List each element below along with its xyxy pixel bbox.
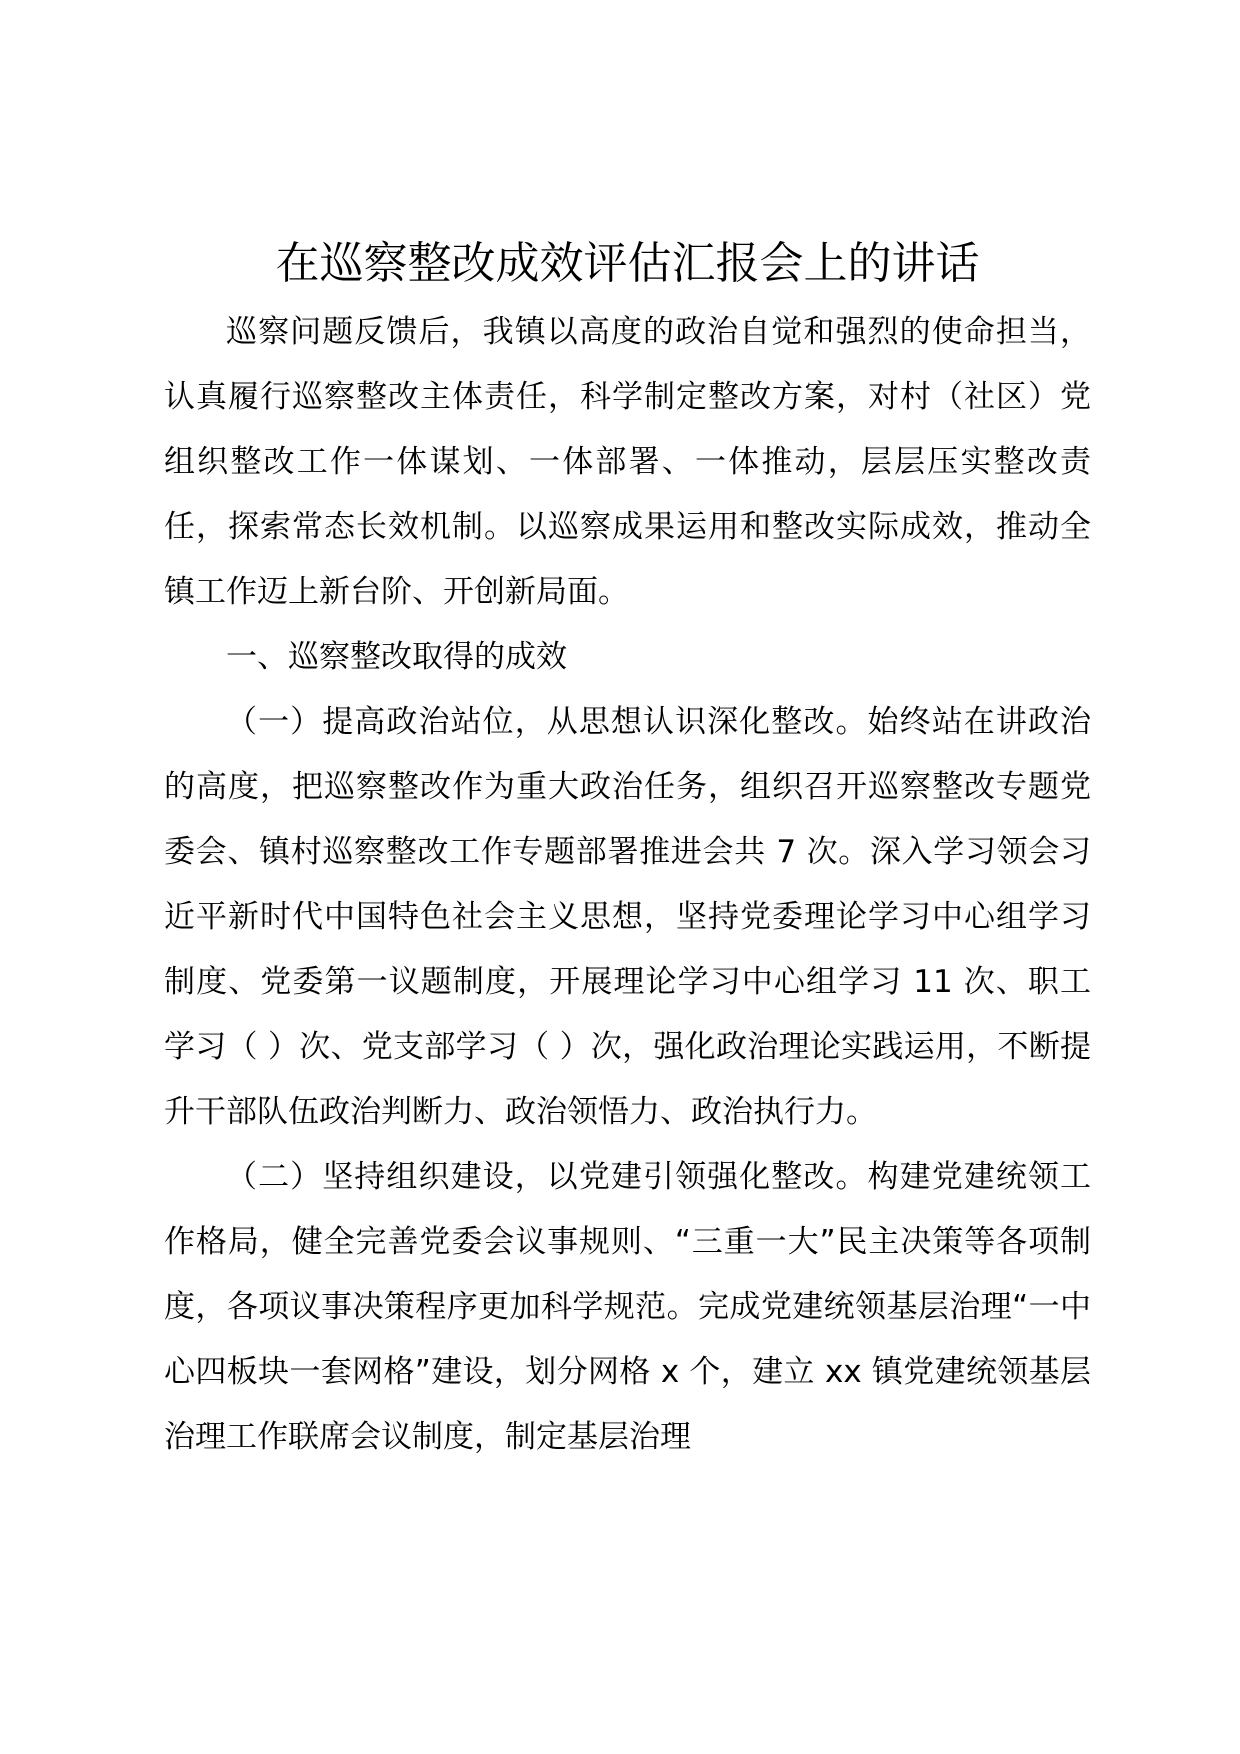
document-body [164,232,1091,1470]
section-item-paragraph: （一）提高政治站位，从思想认识深化整改。始终站在讲政治的高度，把巡察整改作为重大政治任务，组织召开巡察整改专题党委会、镇村巡察整改工作专题部署推进会共 7 次。深入学习领会习近平新时代中国特色社会主义思想，坚持党委理论学习中心组学习制度、党委第一议题制度，开展理论学习中心组学习 11 次、职工学习（ ）次、党支部学习（ ）次，强化政治理论实践运用，不断提升干部队伍政治判断力、政治领悟力、政治执行力。 [164,704,1091,1130]
document-title: 在巡察整改成效评估汇报会上的讲话 [275,238,980,289]
section-heading: 一、巡察整改取得的成效 [226,639,567,675]
intro-paragraph: 巡察问题反馈后，我镇以高度的政治自觉和强烈的使命担当，认真履行巡察整改主体责任，科学制定整改方案，对村（社区）党组织整改工作一体谋划、一体部署、一体推动，层层压实整改责任，探索常态长效机制。以巡察成果运用和整改实际成效，推动全镇工作迈上新台阶、开创新局面。 [164,314,1091,610]
section-item-paragraph: （二）坚持组织建设，以党建引领强化整改。构建党建统领工作格局，健全完善党委会议事规则、“三重一大”民主决策等各项制度，各项议事决策程序更加科学规范。完成党建统领基层治理“一中心四板块一套网格”建设，划分网格 x 个，建立 xx 镇党建统领基层治理工作联席会议制度，制定基层治理 [164,1159,1091,1455]
